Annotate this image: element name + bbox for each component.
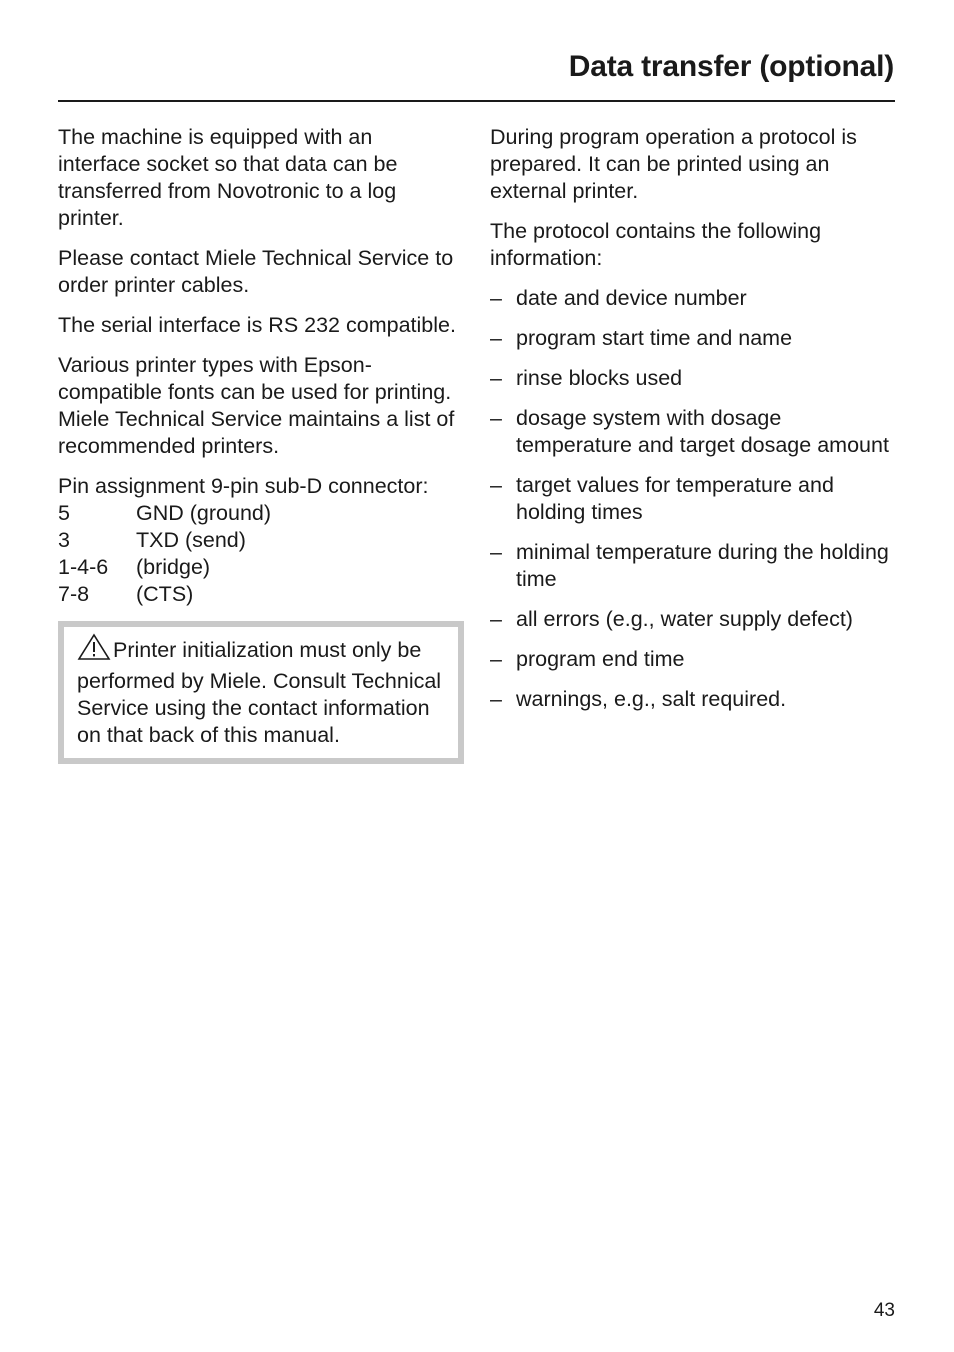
pin-row xyxy=(58,581,460,608)
pin-number: 3 xyxy=(58,528,70,552)
right-column xyxy=(490,124,890,726)
pin-number: 7-8 xyxy=(58,582,90,606)
list-item-text: rinse blocks used xyxy=(516,366,683,390)
list-item xyxy=(490,539,890,593)
list-item-text: dosage system with dosage temperature and target dosage amount xyxy=(516,406,889,457)
list-item xyxy=(490,646,890,673)
list-item xyxy=(490,365,890,392)
pin-signal: (bridge) xyxy=(136,555,211,579)
list-item-text: program end time xyxy=(516,647,685,671)
dash-marker: – xyxy=(490,607,502,631)
page-number: 43 xyxy=(873,1300,895,1321)
printer-types-line: Various printer types with Epson-compatible fonts can be used for printing. xyxy=(58,353,452,404)
dash-marker: – xyxy=(490,286,502,310)
dash-marker: – xyxy=(490,647,502,671)
list-item-text: warnings, e.g., salt required. xyxy=(516,687,787,711)
paragraph-interface-socket: The machine is equipped with an interface socket so that data can be transferred from Novotronic to a log printer. xyxy=(58,125,398,230)
pin-assignment-heading: Pin assignment 9-pin sub-D connector: xyxy=(58,474,429,498)
list-item xyxy=(490,472,890,526)
list-item-text: minimal temperature during the holding time xyxy=(516,540,889,591)
pin-row xyxy=(58,527,460,554)
pin-signal: (CTS) xyxy=(136,582,194,606)
paragraph-printer-cables: Please contact Miele Technical Service to order printer cables. xyxy=(58,246,454,297)
paragraph-protocol: During program operation a protocol is prepared. It can be printed using an external printer. xyxy=(490,125,857,203)
dash-marker: – xyxy=(490,473,502,497)
paragraph-printer-types xyxy=(58,352,460,460)
left-column xyxy=(58,124,460,764)
list-item xyxy=(490,606,890,633)
list-item xyxy=(490,325,890,352)
list-item-text: all errors (e.g., water supply defect) xyxy=(516,607,853,631)
list-item-text: target values for temperature and holding times xyxy=(516,473,834,524)
pin-number: 5 xyxy=(58,501,70,525)
recommended-printers-line: Miele Technical Service maintains a list of recommended printers. xyxy=(58,407,455,458)
pin-signal: GND (ground) xyxy=(136,501,272,525)
warning-text: Printer initialization must only be performed by Miele. Consult Technical Service using the contact information on that back of this manual. xyxy=(77,638,442,747)
pin-signal: TXD (send) xyxy=(136,528,246,552)
warning-box xyxy=(58,621,464,764)
pin-number: 1-4-6 xyxy=(58,555,109,579)
dash-marker: – xyxy=(490,366,502,390)
list-item-text: program start time and name xyxy=(516,326,793,350)
list-item xyxy=(490,285,890,312)
pin-row xyxy=(58,554,460,581)
page-title: Data transfer (optional) xyxy=(568,50,894,83)
warning-triangle-icon xyxy=(77,633,111,668)
paragraph-protocol-contents: The protocol contains the following information: xyxy=(490,219,822,270)
dash-marker: – xyxy=(490,540,502,564)
list-item xyxy=(490,686,890,713)
list-item-text: date and device number xyxy=(516,286,747,310)
dash-marker: – xyxy=(490,687,502,711)
pin-row xyxy=(58,500,460,527)
list-item xyxy=(490,405,890,459)
paragraph-serial-interface: The serial interface is RS 232 compatible. xyxy=(58,313,456,337)
dash-marker: – xyxy=(490,406,502,430)
title-rule xyxy=(58,100,895,102)
pin-assignment-table xyxy=(58,473,460,608)
dash-marker: – xyxy=(490,326,502,350)
protocol-info-list xyxy=(490,285,890,713)
